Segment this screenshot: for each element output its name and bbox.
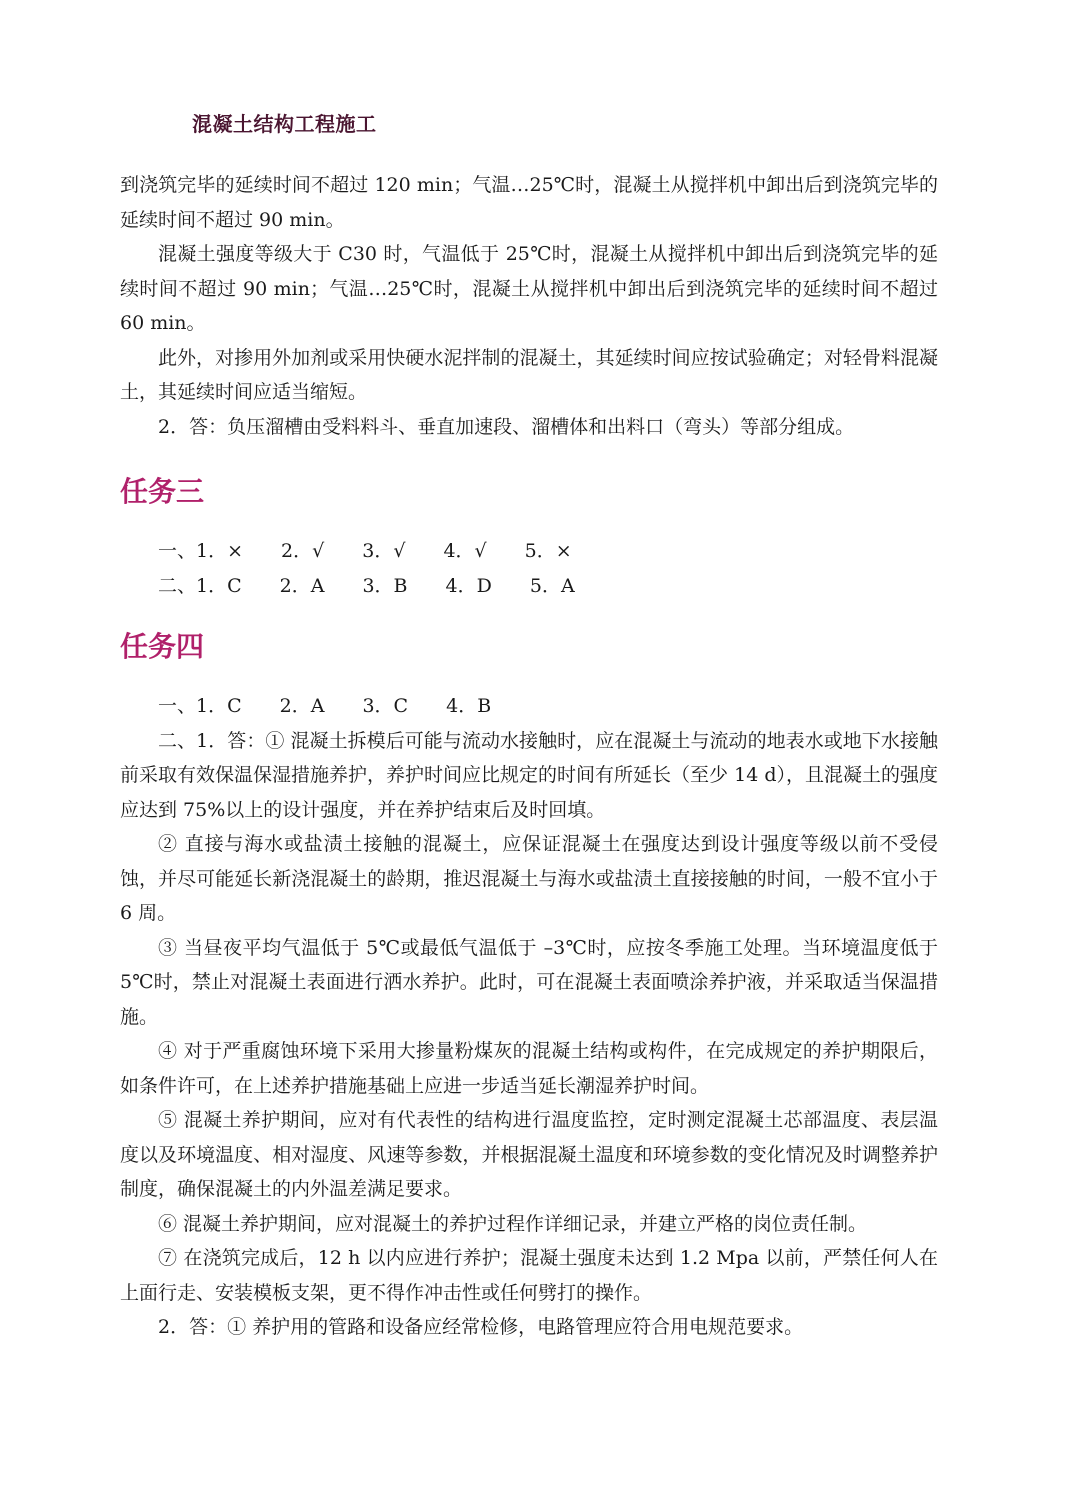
paragraph: ⑤ 混凝土养护期间，应对有代表性的结构进行温度监控，定时测定混凝土芯部温度、表层温度以及环境温度、相对湿度、风速等参数，并根据混凝土温度和环境参数的变化情况及时调整养护制度，确保混凝土的内外温差满足要求。	[120, 1109, 938, 1200]
paragraph: 二、1．答：① 混凝土拆模后可能与流动水接触时，应在混凝土与流动的地表水或地下水接触前采取有效保温保湿措施养护，养护时间应比规定的时间有所延长（至少 14 d），且混凝土的强度应达到 75%以上的设计强度，并在养护结束后及时回填。	[120, 729, 938, 821]
answer-lead: 一、	[158, 540, 197, 562]
running-header: 混凝土结构工程施工	[192, 112, 377, 136]
answer-item: 4．D	[445, 574, 492, 597]
answer-row	[120, 534, 938, 569]
answer-item: 3．B	[362, 574, 408, 597]
paragraph: 此外，对掺用外加剂或采用快硬水泥拌制的混凝土，其延续时间应按试验确定；对轻骨料混凝土，其延续时间应适当缩短。	[120, 346, 938, 403]
paragraph: ⑥ 混凝土养护期间，应对混凝土的养护过程作详细记录，并建立严格的岗位责任制。	[158, 1212, 868, 1235]
answer-item: 1．C	[196, 574, 242, 597]
answer-item: 5．×	[524, 540, 572, 562]
answer-lead: 一、	[158, 695, 197, 717]
paragraph: 2．答：负压溜槽由受料料斗、垂直加速段、溜槽体和出料口（弯头）等部分组成。	[158, 415, 855, 438]
paragraph: 混凝土强度等级大于 C30 时，气温低于 25℃时，混凝土从搅拌机中卸出后到浇筑完毕的延续时间不超过 90 min；气温…25℃时，混凝土从搅拌机中卸出后到浇筑完毕的延续时间不超过 60 min。	[120, 243, 938, 334]
paragraph: 到浇筑完毕的延续时间不超过 120 min；气温…25℃时，混凝土从搅拌机中卸出后到浇筑完毕的延续时间不超过 90 min。	[120, 174, 938, 231]
answer-row	[120, 689, 938, 724]
section-title-task3: 任务三	[120, 475, 205, 508]
answer-item: 1．×	[196, 540, 244, 562]
section-title-task4: 任务四	[120, 630, 205, 663]
answer-lead: 二、	[158, 574, 197, 597]
paragraph: 2．答：① 养护用的管路和设备应经常检修，电路管理应符合用电规范要求。	[158, 1316, 804, 1338]
answer-row	[120, 569, 938, 604]
answer-item: 3．C	[362, 695, 409, 717]
paragraph: ⑦ 在浇筑完成后，12 h 以内应进行养护；混凝土强度未达到 1.2 Mpa 以前，严禁任何人在上面行走、安装模板支架，更不得作冲击性或任何劈打的操作。	[120, 1247, 938, 1304]
answer-item: 2．A	[279, 574, 325, 597]
answer-item: 2．A	[279, 695, 325, 717]
answer-item: 3．√	[362, 540, 406, 562]
paragraph: ④ 对于严重腐蚀环境下采用大掺量粉煤灰的混凝土结构或构件，在完成规定的养护期限后，如条件许可，在上述养护措施基础上应进一步适当延长潮湿养护时间。	[120, 1040, 938, 1097]
answer-item: 4．√	[443, 540, 487, 562]
paragraph: ② 直接与海水或盐渍土接触的混凝土，应保证混凝土在强度达到设计强度等级以前不受侵蚀，并尽可能延长新浇混凝土的龄期，推迟混凝土与海水或盐渍土直接接触的时间，一般不宜小于 6 周。	[120, 833, 938, 924]
main-content	[120, 168, 938, 1345]
answer-item: 1．C	[196, 695, 242, 717]
answer-item: 4．B	[446, 695, 492, 717]
answer-item: 2．√	[281, 540, 325, 562]
answer-item: 5．A	[529, 574, 575, 597]
paragraph: ③ 当昼夜平均气温低于 5℃或最低气温低于 –3℃时，应按冬季施工处理。当环境温度低于 5℃时，禁止对混凝土表面进行洒水养护。此时，可在混凝土表面喷涂养护液，并采取适当保温措施。	[120, 936, 938, 1028]
